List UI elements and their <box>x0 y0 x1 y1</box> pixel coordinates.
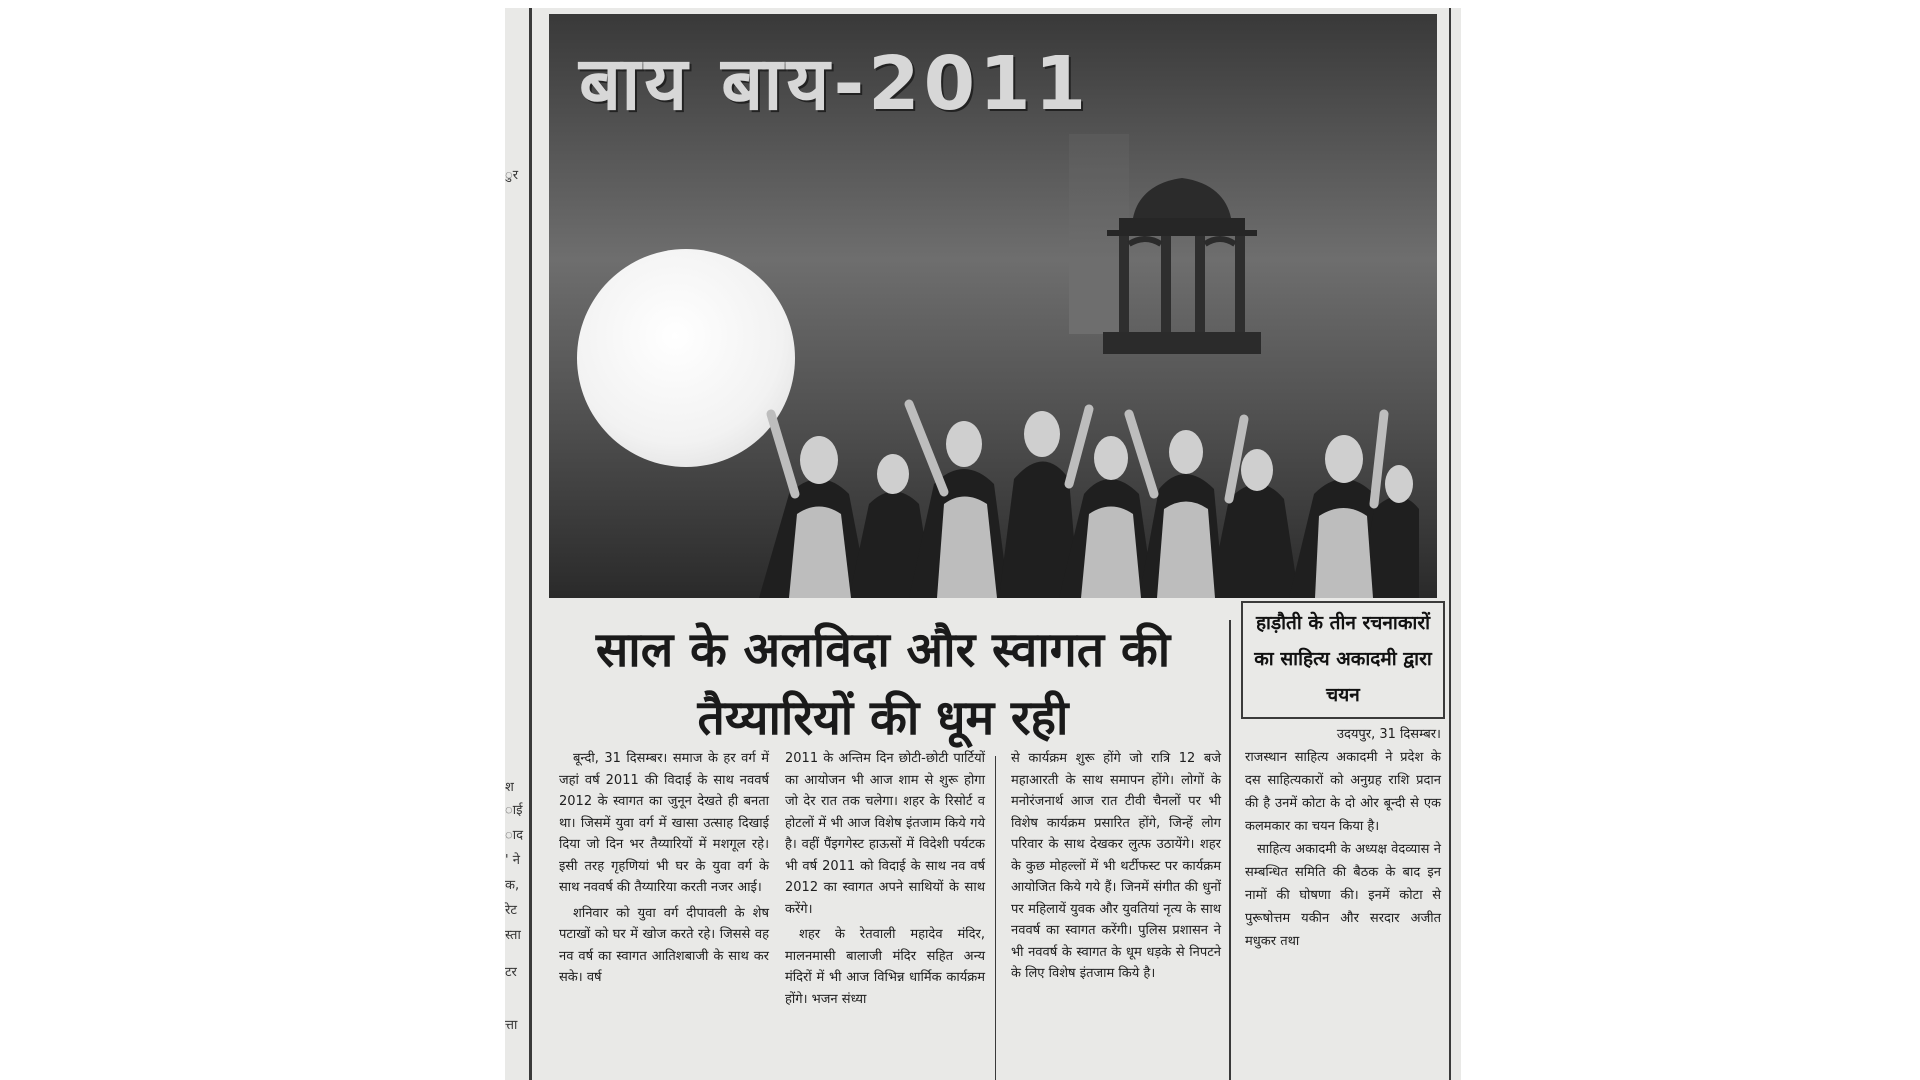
article-column-1 <box>559 748 769 993</box>
column-rule <box>1229 620 1231 1080</box>
article-headline: साल के अलविदा और स्वागत की तैय्यारियों की धूम रही <box>595 622 1171 746</box>
fragment-text: टर <box>505 965 517 980</box>
column-rule <box>529 8 532 1080</box>
fragment-text: त्ता <box>505 1018 518 1033</box>
sidebar-body <box>1245 723 1441 953</box>
article-paragraph: 2011 के अन्तिम दिन छोटी-छोटी पार्टियों का आयोजन भी आज शाम से शुरू होगा जो देर रात तक चलेगा। शहर के रिसोर्ट व होटलों में भी आज विशेष इंतजाम किये गये है। वहीं पैंइगगेस्ट हाऊसों में विदेशी पर्यटक भी वर्ष 2011 को विदाई के साथ नव वर्ष 2012 का स्वागत अपने साथियों के साथ करेंगे। <box>785 751 985 917</box>
column-rule <box>995 756 996 1080</box>
article-paragraph: शनिवार को युवा वर्ग दीपावली के शेष पटाखों को घर में खोज करते रहे। जिससे वह नव वर्ष का स्वागत आतिशबाजी के साथ कर सके। वर्ष <box>559 905 769 985</box>
sidebar-article <box>1241 601 1445 1080</box>
photo-banner-text: बाय बाय-2011 <box>579 41 1091 127</box>
fragment-text: क, <box>505 878 520 893</box>
article-column-2 <box>785 748 985 1014</box>
news-photo <box>549 14 1437 598</box>
sidebar-dateline: उदयपुर, 31 दिसम्बर। <box>1336 727 1441 742</box>
adjacent-column-fragment <box>505 8 521 1080</box>
tourist-group <box>759 294 1419 598</box>
fragment-text: स्ता <box>505 928 521 943</box>
fragment-text: ' ने <box>505 853 520 868</box>
fragment-text: श <box>505 780 514 795</box>
fragment-text: रेट <box>505 903 517 918</box>
article-paragraph: बून्दी, 31 दिसम्बर। समाज के हर वर्ग में जहां वर्ष 2011 की विदाई के साथ नववर्ष 2012 के स्वागत का जुनून देखते ही बनता था। जिसमें युवा वर्ग में खासा उत्साह दिखाई दिया जो दिन भर तैय्यारियों में मशगूल रहे। इसी तरह गृहणियां भी घर के युवा वर्ग के साथ नववर्ष की तैय्यारिया करती नजर आई। <box>559 751 769 895</box>
article-paragraph: शहर के रेतवाली महादेव मंदिर, मालनमासी बालाजी मंदिर सहित अन्य मंदिरों में भी आज विभिन्न धार्मिक कार्यक्रम होंगे। भजन संध्या <box>785 927 985 1007</box>
column-rule <box>1449 8 1451 1080</box>
fragment-text: ुर <box>505 168 519 183</box>
sidebar-headline: हाड़ौती के तीन रचनाकारों का साहित्य अकादमी द्वारा चयन <box>1241 601 1445 719</box>
article-paragraph: से कार्यक्रम शुरू होंगे जो रात्रि 12 बजे महाआरती के साथ समापन होंगे। लोगों के मनोरंजनार्थ आज रात टीवी चैनलों पर भी विशेष कार्यक्रम प्रसारित होंगे, जिन्हें लोग परिवार के साथ देखकर लुत्फ उठायेंगे। शहर के कुछ मोहल्लों में भी थर्टीफस्ट पर कार्यक्रम आयोजित किये गये हैं। जिनमें संगीत की धुनों पर महिलायें युवक और युवतियां नृत्य के साथ नववर्ष का स्वागत करेंगी। पुलिस प्रशासन ने भी नववर्ष के स्वागत के धूम धड़के से निपटने के लिए विशेष इंतजाम किये है। <box>1011 751 1221 981</box>
sidebar-paragraph: राजस्थान साहित्य अकादमी ने प्रदेश के दस साहित्यकारों को अनुग्रह राशि प्रदान की है उनमें कोटा के दो ओर बून्दी से एक कलमकार का चयन किया है। <box>1245 750 1441 834</box>
sidebar-paragraph: साहित्य अकादमी के अध्यक्ष वेदव्यास ने सम्बन्धित समिति की बैठक के बाद इन नामों की घोषणा की। इनमें कोटा से पुरूषोत्तम यकीन और सरदार अजीत मधुकर तथा <box>1245 842 1441 949</box>
fragment-text: ाद <box>505 828 523 843</box>
article-column-3 <box>1011 748 1221 989</box>
newspaper-clipping <box>505 8 1461 1080</box>
fragment-text: ाई <box>505 803 523 818</box>
